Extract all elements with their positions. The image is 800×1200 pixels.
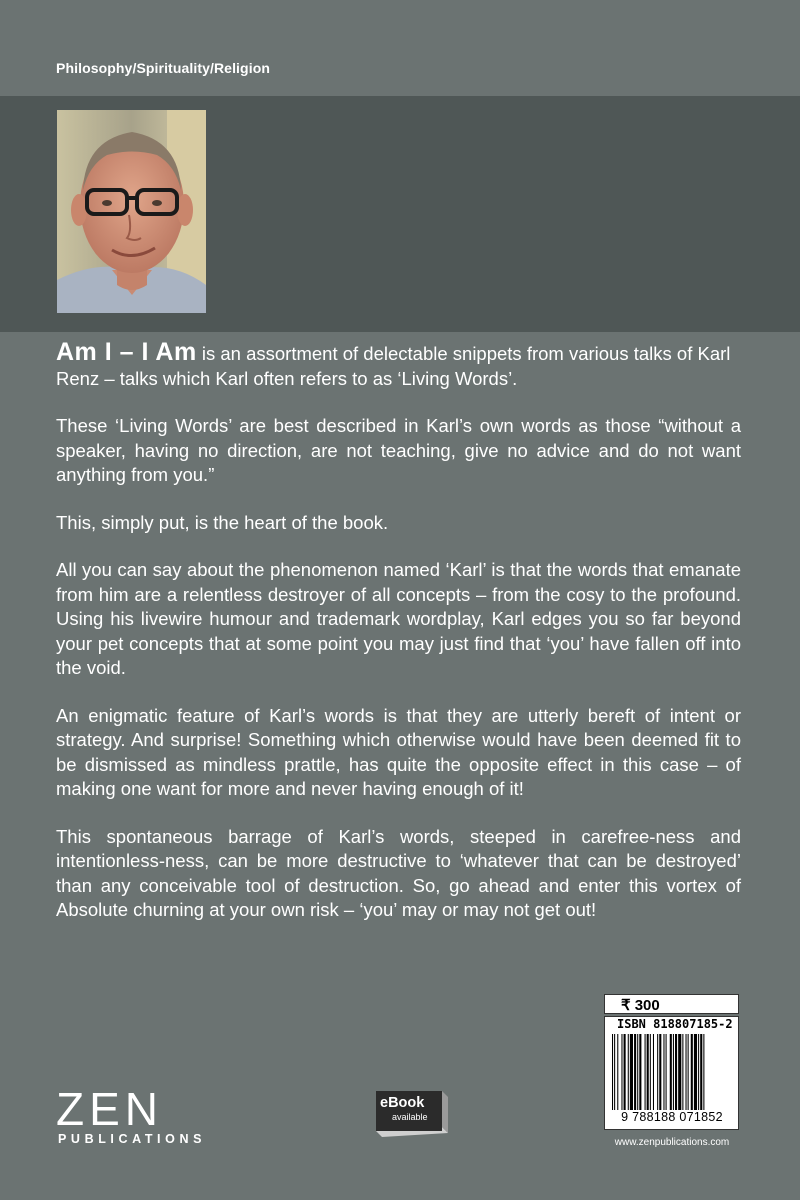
barcode-bar (653, 1034, 654, 1110)
isbn-barcode (604, 1016, 739, 1130)
barcode-bar (691, 1034, 693, 1110)
barcode-bar (657, 1034, 658, 1110)
barcode-bar (663, 1034, 664, 1110)
barcode-bar (686, 1034, 687, 1110)
blurb-paragraph: All you can say about the phenomenon named ‘Karl’ is that the words that emanate from him are a relentless destroyer of all concepts – from the cosy to the profound. Using his livewire humour and trademark wordplay, Karl edges you so far beyond your pet concepts that at some point you may just find that ‘you’ have fallen off into the void. (56, 559, 741, 678)
blurb-text (56, 340, 741, 946)
isbn-digits: 9 788188 071852 (621, 1110, 723, 1124)
barcode-bar (670, 1034, 672, 1110)
barcode-bar (621, 1034, 622, 1110)
barcode-bar (700, 1034, 702, 1110)
barcode-bar (624, 1034, 626, 1110)
barcode-bar (703, 1034, 704, 1110)
publisher-logo (56, 1083, 240, 1150)
barcode-bar (659, 1034, 661, 1110)
ebook-badge (372, 1087, 452, 1137)
blurb-intro-paragraph (56, 340, 741, 391)
ebook-available: available (392, 1112, 428, 1122)
barcode-bar (694, 1034, 697, 1110)
blurb-paragraph: These ‘Living Words’ are best described in Karl’s own words as those “without a speaker, having no direction, are not teaching, give no advice and do not want anything from you.” (56, 415, 741, 485)
barcode-bar (612, 1034, 613, 1110)
barcode-bar (678, 1034, 681, 1110)
barcode-bar (614, 1034, 615, 1110)
barcode-bar (682, 1034, 683, 1110)
barcode-bar (639, 1034, 641, 1110)
publisher-logo-sub: PUBLICATIONS (58, 1132, 207, 1146)
publisher-logo-word: ZEN (56, 1083, 163, 1135)
blurb-intro: is an assortment of delectable snippets from various talks of Karl Renz – talks which Karl often refers to as ‘Living Words’. (56, 343, 731, 389)
barcode-bar (666, 1034, 667, 1110)
author-photo (57, 110, 206, 313)
barcode-bar (647, 1034, 649, 1110)
barcode-bar (630, 1034, 633, 1110)
barcode-bar (688, 1034, 689, 1110)
barcode-bar (673, 1034, 674, 1110)
barcode-bar (617, 1034, 618, 1110)
barcode-bar (650, 1034, 651, 1110)
barcode-bar (634, 1034, 636, 1110)
book-title: Am I – I Am (56, 338, 197, 366)
category-label: Philosophy/Spirituality/Religion (56, 60, 270, 76)
blurb-paragraph: An enigmatic feature of Karl’s words is that they are utterly bereft of intent or strategy. And surprise! Something which otherwise would have been deemed fit to be dismissed as mindless prattle, has quite the opposite effect in this case – of making one want for more and never having enough of it! (56, 704, 741, 799)
barcode-bar (698, 1034, 699, 1110)
barcode-graphic (606, 1032, 739, 1112)
isbn-label: ISBN 818807185-2 (617, 1017, 733, 1031)
blurb-paragraph: This, simply put, is the heart of the book. (56, 511, 389, 533)
barcode-bar (675, 1034, 677, 1110)
ebook-label: eBook (380, 1095, 425, 1111)
barcode-bar (637, 1034, 638, 1110)
barcode-bar (645, 1034, 646, 1110)
blurb-paragraph: This spontaneous barrage of Karl’s words, steeped in carefree-ness and intentionless-ness, can be more destructive to ‘whatever that can be destroyed’ than any conceivable tool of destruction. So, go ahead and enter this vortex of Absolute churning at your own risk – ‘you’ may or may not get out! (56, 825, 741, 920)
barcode-bar (628, 1034, 629, 1110)
publisher-url: www.zenpublications.com (614, 1137, 730, 1148)
price-label: ₹ 300 (604, 994, 739, 1014)
